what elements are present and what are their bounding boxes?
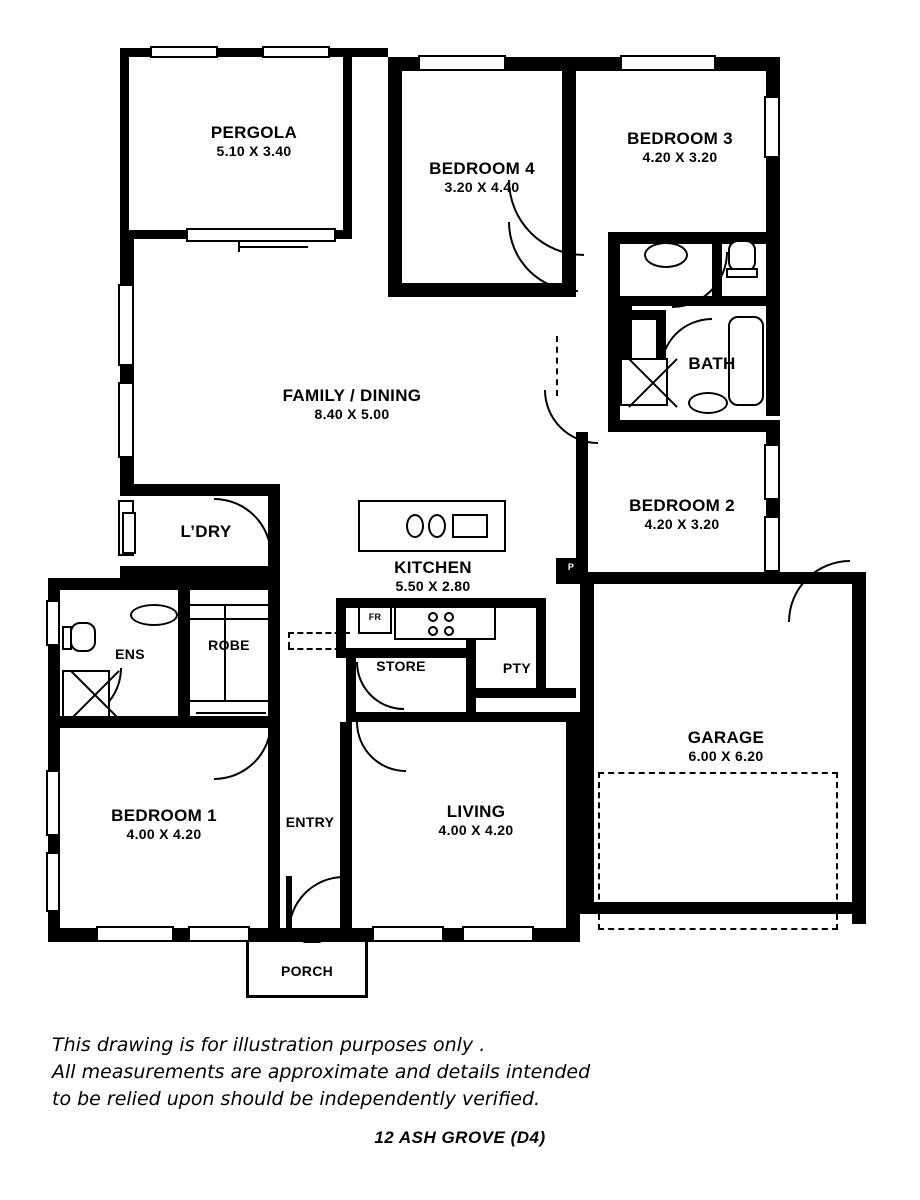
wall-segment (852, 572, 866, 924)
wall-segment (466, 688, 576, 698)
wall-segment (536, 598, 546, 698)
pantry-cupboard (556, 558, 584, 584)
cooktop-burner (444, 626, 454, 636)
porch-outline (246, 995, 368, 998)
wall-segment (268, 728, 280, 942)
basin-fixture (644, 242, 688, 268)
door-swing[interactable] (214, 722, 272, 780)
pantry-cupboard-label: P (567, 562, 575, 572)
wall-segment (766, 306, 780, 416)
room-label-pantry: PTY (502, 660, 532, 676)
disclaimer-line-2: All measurements are approximate and details intended (52, 1060, 591, 1083)
shower-fixture (620, 358, 668, 406)
basin-fixture (130, 604, 178, 626)
wall-segment (608, 232, 780, 244)
dashed-opening (288, 632, 290, 648)
plan-title: 12 ASH GROVE (D4) (374, 1128, 546, 1147)
window (764, 444, 780, 500)
window (262, 46, 330, 58)
room-label-ensuite: ENS (115, 646, 145, 662)
wall-segment (346, 712, 576, 722)
wall-segment (608, 420, 780, 432)
door-swing[interactable] (356, 722, 406, 772)
room-label-kitchen: KITCHEN 5.50 X 2.80 (394, 558, 472, 595)
wall-segment (120, 484, 280, 496)
wall-segment (766, 244, 780, 306)
window (150, 46, 218, 58)
room-label-entry: ENTRY (285, 814, 335, 830)
sliding-door-arrow (238, 246, 308, 248)
room-label-porch: PORCH (280, 963, 334, 979)
toilet-cistern (726, 268, 758, 278)
wall-segment (580, 584, 594, 914)
sliding-door-arrow-head (238, 242, 240, 252)
room-label-garage: GARAGE 6.00 X 6.20 (687, 728, 765, 765)
dashed-opening (288, 632, 350, 634)
room-label-pergola: PERGOLA 5.10 X 3.40 (210, 123, 298, 160)
room-label-bedroom2: BEDROOM 2 4.20 X 3.20 (629, 496, 735, 533)
window (462, 926, 534, 942)
window (418, 55, 506, 71)
sliding-door[interactable] (186, 228, 336, 242)
cooktop-burner (444, 612, 454, 622)
shower-fixture (62, 670, 110, 718)
room-label-family-dining: FAMILY / DINING 8.40 X 5.00 (282, 386, 422, 423)
wall-segment (120, 48, 129, 238)
robe-shelf (190, 618, 268, 620)
window (372, 926, 444, 942)
window (620, 55, 716, 71)
wall-segment (120, 566, 280, 578)
window (46, 600, 60, 646)
wall-segment (608, 232, 620, 432)
window (118, 382, 134, 458)
cooktop-burner (428, 626, 438, 636)
dashed-divider (612, 236, 614, 298)
window (188, 926, 250, 942)
room-label-robe: ROBE (208, 637, 250, 653)
door-swing[interactable] (544, 390, 598, 444)
front-door-swing[interactable] (288, 876, 344, 932)
room-label-store: STORE (376, 658, 426, 674)
porch-outline (365, 942, 368, 998)
disclaimer-line-3: to be relied upon should be independently verified. (52, 1087, 541, 1110)
room-label-laundry: L’DRY (180, 522, 232, 541)
sink-drainer (452, 514, 488, 538)
front-door-leaf (286, 876, 292, 932)
entry-direction-marker (303, 930, 321, 943)
room-label-bedroom1: BEDROOM 1 4.00 X 4.20 (111, 806, 217, 843)
porch-outline (246, 942, 249, 998)
cooktop-burner (428, 612, 438, 622)
robe-shelf (190, 700, 268, 702)
window (96, 926, 174, 942)
wall-segment (268, 484, 280, 578)
room-label-bath: BATH (688, 354, 736, 373)
robe-shelf (190, 604, 268, 606)
disclaimer-line-1: This drawing is for illustration purposes only . (52, 1034, 486, 1056)
window (46, 852, 60, 912)
sink-bowl (406, 514, 424, 538)
door-swing[interactable] (508, 222, 578, 292)
door-swing[interactable] (788, 560, 850, 622)
window (46, 770, 60, 836)
wall-segment (346, 648, 466, 658)
laundry-trough (122, 512, 136, 554)
room-label-bedroom3: BEDROOM 3 4.20 X 3.20 (627, 129, 733, 166)
wall-segment (178, 590, 190, 728)
panel-lift-door-label: PANEL LIFT-DOOR (675, 903, 761, 913)
wall-segment (346, 648, 356, 722)
dashed-divider (556, 336, 558, 396)
basin-fixture (688, 392, 728, 414)
dashed-opening (288, 648, 350, 650)
room-label-living: LIVING 4.00 X 4.20 (438, 802, 514, 839)
window (118, 284, 134, 366)
room-label-bedroom4: BEDROOM 4 3.20 X 4.40 (429, 159, 535, 196)
robe-door-arrow (196, 712, 266, 714)
fridge-label: FR (368, 612, 382, 622)
sink-bowl (428, 514, 446, 538)
wall-segment (48, 578, 280, 590)
disclaimer (52, 1032, 752, 1113)
wall-segment (268, 590, 280, 728)
toilet-cistern (62, 626, 72, 650)
